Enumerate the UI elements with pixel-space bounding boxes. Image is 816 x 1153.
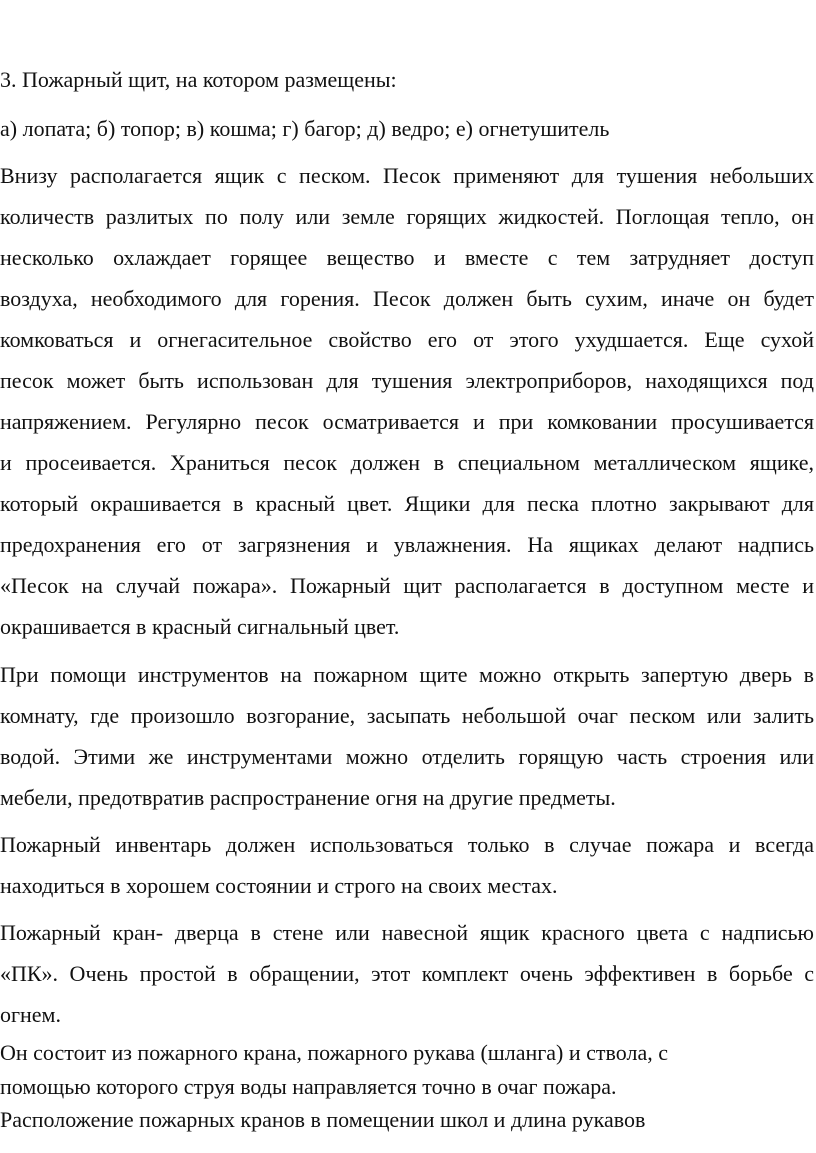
paragraph-4-line: Пожарный кран- дверца в стене или навесной ящик красного цвета с надписью: [0, 920, 814, 945]
paragraph-1-line: количеств разлитых по полу или земле горящих жидкостей. Поглощая тепло, он: [0, 204, 814, 229]
paragraph-1-line: песок может быть использован для тушения электроприборов, находящихся под: [0, 368, 814, 393]
paragraph-1-line: окрашивается в красный сигнальный цвет.: [0, 614, 400, 639]
paragraph-1-line: который окрашивается в красный цвет. Ящики для песка плотно закрывают для: [0, 491, 814, 516]
paragraph-4-line: «ПК». Очень простой в обращении, этот комплект очень эффективен в борьбе с: [0, 961, 814, 986]
paragraph-5-line: Расположение пожарных кранов в помещении школ и длина рукавов: [0, 1107, 646, 1132]
equipment-list: а) лопата; б) топор; в) кошма; г) багор; д) ведро; е) огнетушитель: [0, 116, 610, 141]
paragraph-1-line: и просеивается. Храниться песок должен в специальном металлическом ящике,: [0, 450, 814, 475]
paragraph-3-line: находиться в хорошем состоянии и строго на своих местах.: [0, 873, 558, 898]
paragraph-1-line: Внизу располагается ящик с песком. Песок применяют для тушения небольших: [0, 163, 814, 188]
paragraph-2-line: комнату, где произошло возгорание, засыпать небольшой очаг песком или залить: [0, 703, 814, 728]
paragraph-1-line: комковаться и огнегасительное свойство его от этого ухудшается. Еще сухой: [0, 327, 814, 352]
paragraph-5-line: помощью которого струя воды направляется точно в очаг пожара.: [0, 1074, 617, 1099]
section-heading: 3. Пожарный щит, на котором размещены:: [0, 67, 397, 92]
paragraph-2-line: При помощи инструментов на пожарном щите можно открыть запертую дверь в: [0, 662, 814, 687]
paragraph-1-line: предохранения его от загрязнения и увлажнения. На ящиках делают надпись: [0, 532, 814, 557]
paragraph-1-line: «Песок на случай пожара». Пожарный щит располагается в доступном месте и: [0, 573, 814, 598]
paragraph-1-line: несколько охлаждает горящее вещество и вместе с тем затрудняет доступ: [0, 245, 814, 270]
paragraph-1-line: напряжением. Регулярно песок осматривается и при комковании просушивается: [0, 409, 814, 434]
paragraph-2-line: мебели, предотвратив распространение огня на другие предметы.: [0, 785, 616, 810]
paragraph-2-line: водой. Этими же инструментами можно отделить горящую часть строения или: [0, 744, 814, 769]
paragraph-5-line: Он состоит из пожарного крана, пожарного рукава (шланга) и ствола, с: [0, 1040, 668, 1065]
paragraph-4-line: огнем.: [0, 1002, 61, 1027]
paragraph-3-line: Пожарный инвентарь должен использоваться только в случае пожара и всегда: [0, 832, 814, 857]
paragraph-1-line: воздуха, необходимого для горения. Песок должен быть сухим, иначе он будет: [0, 286, 814, 311]
